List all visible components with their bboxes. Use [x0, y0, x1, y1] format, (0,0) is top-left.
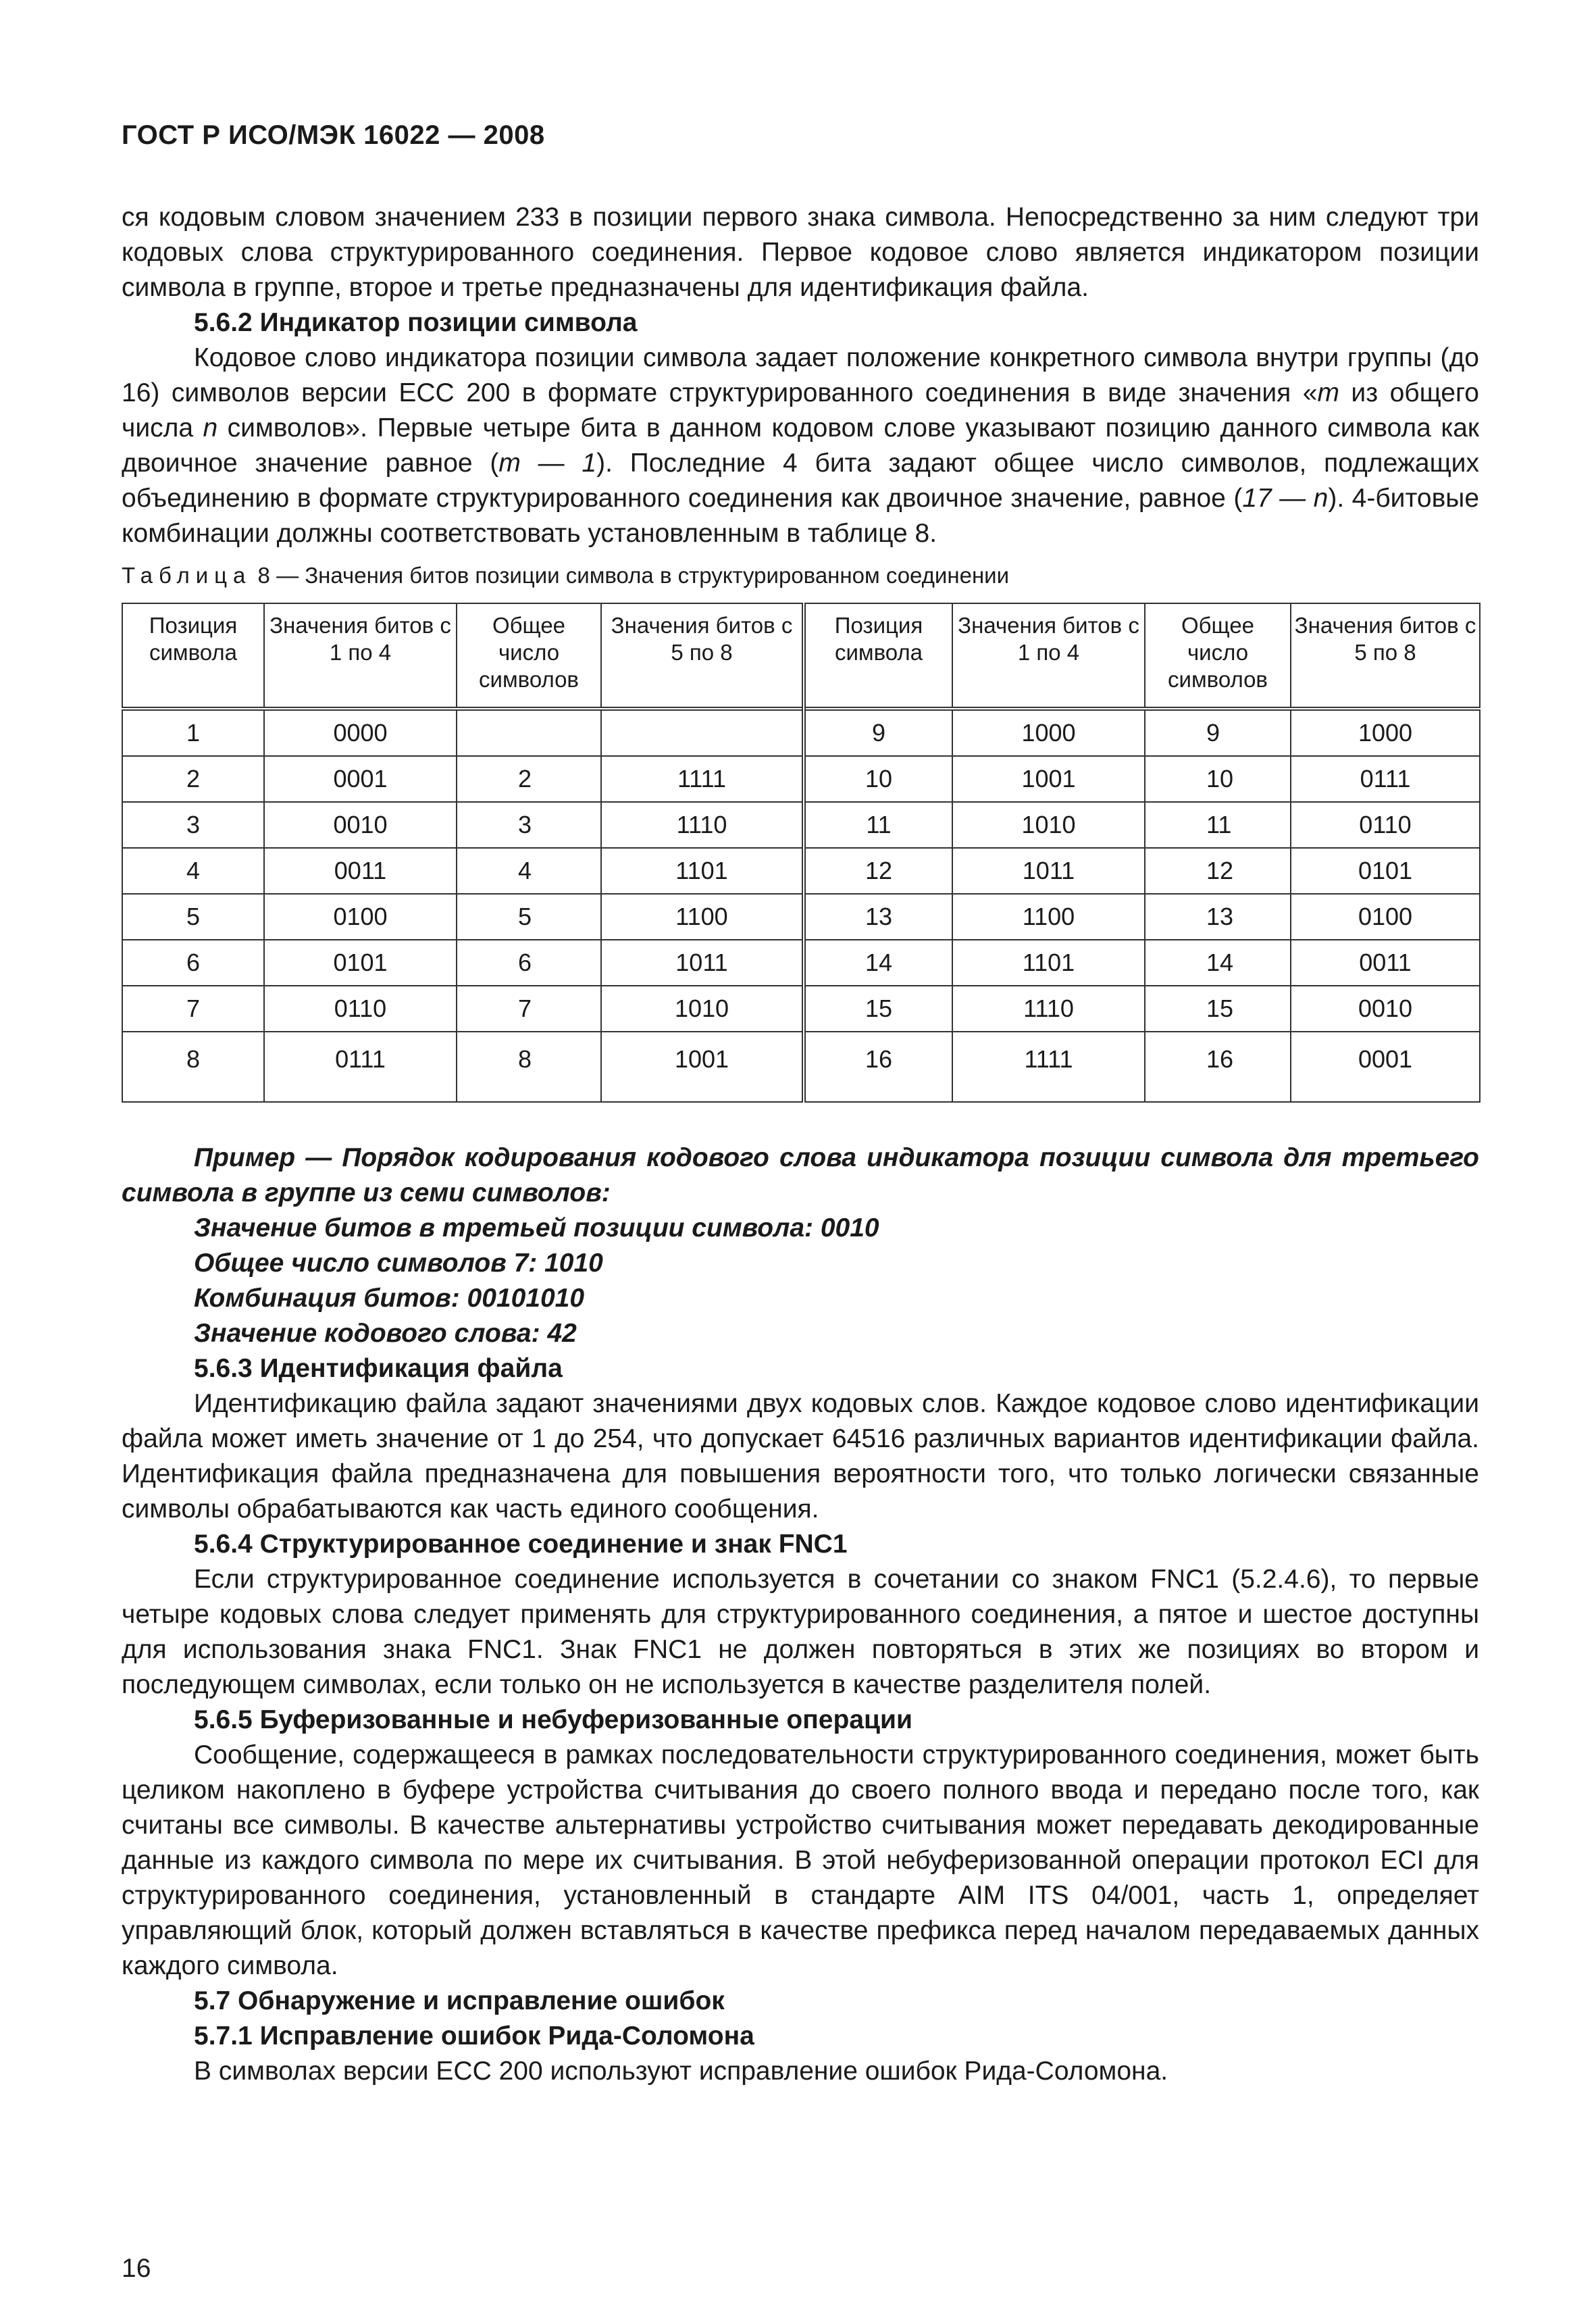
- table-cell: [457, 709, 601, 756]
- table-row: [122, 802, 1480, 848]
- table-row: [122, 1032, 1480, 1102]
- table-cell: 8: [457, 1032, 601, 1102]
- table-cell: 0001: [264, 756, 457, 802]
- table-cell: 0101: [1291, 848, 1480, 894]
- table-cell: 1100: [601, 894, 804, 940]
- table-cell: 0110: [264, 986, 457, 1032]
- table-cell: 1001: [952, 756, 1145, 802]
- table-8: [122, 603, 1481, 1103]
- header-cell: Значения битов с 1 по 4: [264, 603, 457, 709]
- table-cell: 16: [804, 1032, 952, 1102]
- table-cell: 7: [457, 986, 601, 1032]
- header-cell: Общее число символов: [1145, 603, 1291, 709]
- section-heading-5-6-3: 5.6.3 Идентификация файла: [194, 1354, 563, 1383]
- table-cell: 0011: [264, 848, 457, 894]
- header-cell: Позиция символа: [804, 603, 952, 709]
- example-line: Значение кодового слова: 42: [194, 1319, 577, 1348]
- table-cell: 3: [457, 802, 601, 848]
- table-cell: 13: [804, 894, 952, 940]
- table-cell: 14: [1145, 940, 1291, 986]
- intro-paragraph: ся кодовым словом значением 233 в позиции первого знака символа. Непосредственно за ним следуют три кодовых слова структурированного соединения. Первое кодовое слово является индикатором позиции символа в группе, второе и третье предназначены для идентификация файла.: [122, 203, 1479, 302]
- table-cell: 1100: [952, 894, 1145, 940]
- page-body: [122, 200, 1479, 2089]
- table-cell: 7: [122, 986, 264, 1032]
- section-heading-5-6-2: 5.6.2 Индикатор позиции символа: [194, 308, 638, 337]
- table-cell: 9: [1145, 709, 1291, 756]
- section-heading-5-6-5: 5.6.5 Буферизованные и небуферизованные операции: [194, 1705, 912, 1734]
- table-header-row: [122, 603, 1480, 709]
- table-row: [122, 709, 1480, 756]
- table-cell: 1000: [1291, 709, 1480, 756]
- table-cell: 0100: [1291, 894, 1480, 940]
- section-heading-5-7-1: 5.7.1 Исправление ошибок Рида-Соломона: [194, 2021, 754, 2051]
- section-heading-5-7: 5.7 Обнаружение и исправление ошибок: [194, 1986, 725, 2015]
- table-cell: 0010: [264, 802, 457, 848]
- table-cell: 12: [804, 848, 952, 894]
- header-cell: Значения битов с 5 по 8: [1291, 603, 1480, 709]
- table-cell: 1010: [952, 802, 1145, 848]
- table-cell: 0011: [1291, 940, 1480, 986]
- table-cell: 1110: [952, 986, 1145, 1032]
- section-paragraph-5-7-1: В символах версии ЕСС 200 используют исправление ошибок Рида-Соломона.: [194, 2057, 1168, 2086]
- section-paragraph-5-6-2: Кодовое слово индикатора позиции символа задает положение конкретного символа внутри группы (до 16) символов версии ЕСС 200 в формате структурированного соединения в виде значения «m из общего числа n символов». Первые четыре бита в данном кодовом слове указывают позицию данного символа как двоичное значение равное (m — 1). Последние 4 бита задают общее число символов, подлежащих объединению в формате структурированного соединения как двоичное значение, равное (17 — n). 4-битовые комбинации должны соответствовать установленным в таблице 8.: [122, 343, 1480, 548]
- table-row: [122, 940, 1480, 986]
- table-cell: 1111: [952, 1032, 1145, 1102]
- section-heading-5-6-4: 5.6.4 Структурированное соединение и знак FNC1: [194, 1530, 848, 1559]
- table-cell: 10: [1145, 756, 1291, 802]
- table-cell: 1011: [952, 848, 1145, 894]
- table-cell: 0101: [264, 940, 457, 986]
- section-paragraph-5-6-4: Если структурированное соединение используется в сочетании со знаком FNC1 (5.2.4.6), то первые четыре кодовых слова следует применять для структурированного соединения, а пятое и шестое доступны для использования знака FNC1. Знак FNC1 не должен повторяться в этих же позициях во втором и последующем символах, если только он не используется в качестве разделителя полей.: [122, 1565, 1479, 1699]
- table-cell: 13: [1145, 894, 1291, 940]
- example-line: Общее число символов 7: 1010: [194, 1249, 603, 1278]
- document-header: ГОСТ Р ИСО/МЭК 16022 — 2008: [122, 120, 545, 150]
- table-cell: 5: [457, 894, 601, 940]
- table-cell: 8: [122, 1032, 264, 1102]
- table-cell: 1111: [601, 756, 804, 802]
- example-line: Пример — Порядок кодирования кодового слова индикатора позиции символа для третьего символа в группе из семи символов:: [122, 1143, 1479, 1207]
- table-row: [122, 894, 1480, 940]
- table-cell: 1101: [952, 940, 1145, 986]
- table-cell: 3: [122, 802, 264, 848]
- table-cell: 0110: [1291, 802, 1480, 848]
- table-cell: 1000: [952, 709, 1145, 756]
- example-block: [122, 1140, 1479, 1351]
- table-cell: 6: [122, 940, 264, 986]
- table-cell: 4: [122, 848, 264, 894]
- header-cell: Значения битов с 5 по 8: [601, 603, 804, 709]
- table-cell: 1001: [601, 1032, 804, 1102]
- table-cell: 2: [122, 756, 264, 802]
- table-cell: [601, 709, 804, 756]
- table-caption: Таблица 8 — Значения битов позиции символа в структурированном соединении: [122, 563, 1010, 588]
- table-cell: 15: [1145, 986, 1291, 1032]
- table-cell: 0100: [264, 894, 457, 940]
- page-number: 16: [122, 2254, 151, 2283]
- table-row: [122, 756, 1480, 802]
- table-cell: 0111: [264, 1032, 457, 1102]
- table-cell: 14: [804, 940, 952, 986]
- table-cell: 11: [804, 802, 952, 848]
- example-line: Комбинация битов: 00101010: [194, 1284, 585, 1313]
- table-cell: 1: [122, 709, 264, 756]
- table-cell: 0111: [1291, 756, 1480, 802]
- table-cell: 4: [457, 848, 601, 894]
- table-cell: 1011: [601, 940, 804, 986]
- header-cell: Общее число символов: [457, 603, 601, 709]
- table-cell: 10: [804, 756, 952, 802]
- table-row: [122, 986, 1480, 1032]
- table-cell: 11: [1145, 802, 1291, 848]
- table-row: [122, 848, 1480, 894]
- section-paragraph-5-6-5: Сообщение, содержащееся в рамках последовательности структурированного соединения, может быть целиком накоплено в буфере устройства считывания до своего полного ввода и передано после того, как считаны все символы. В качестве альтернативы устройство считывания может передавать декодированные данные из каждого символа по мере их считывания. В этой небуферизованной операции протокол ECI для структурированного соединения, установленный в стандарте AIM ITS 04/001, часть 1, определяет управляющий блок, который должен вставляться в качестве префикса перед началом передаваемых данных каждого символа.: [122, 1740, 1479, 1980]
- header-cell: Значения битов с 1 по 4: [952, 603, 1145, 709]
- table-cell: 0001: [1291, 1032, 1480, 1102]
- table-cell: 15: [804, 986, 952, 1032]
- table-cell: 5: [122, 894, 264, 940]
- table-cell: 12: [1145, 848, 1291, 894]
- table-cell: 1101: [601, 848, 804, 894]
- header-cell: Позиция символа: [122, 603, 264, 709]
- table-cell: 0000: [264, 709, 457, 756]
- example-line: Значение битов в третьей позиции символа: 0010: [194, 1213, 879, 1242]
- table-cell: 2: [457, 756, 601, 802]
- table-cell: 1010: [601, 986, 804, 1032]
- table-cell: 6: [457, 940, 601, 986]
- table-cell: 16: [1145, 1032, 1291, 1102]
- section-paragraph-5-6-3: Идентификацию файла задают значениями двух кодовых слов. Каждое кодовое слово идентификации файла может иметь значение от 1 до 254, что допускает 64516 различных вариантов идентификации файла. Идентификация файла предназначена для повышения вероятности того, что только логически связанные символы обрабатываются как часть единого сообщения.: [122, 1389, 1479, 1524]
- table-cell: 9: [804, 709, 952, 756]
- table-cell: 0010: [1291, 986, 1480, 1032]
- table-cell: 1110: [601, 802, 804, 848]
